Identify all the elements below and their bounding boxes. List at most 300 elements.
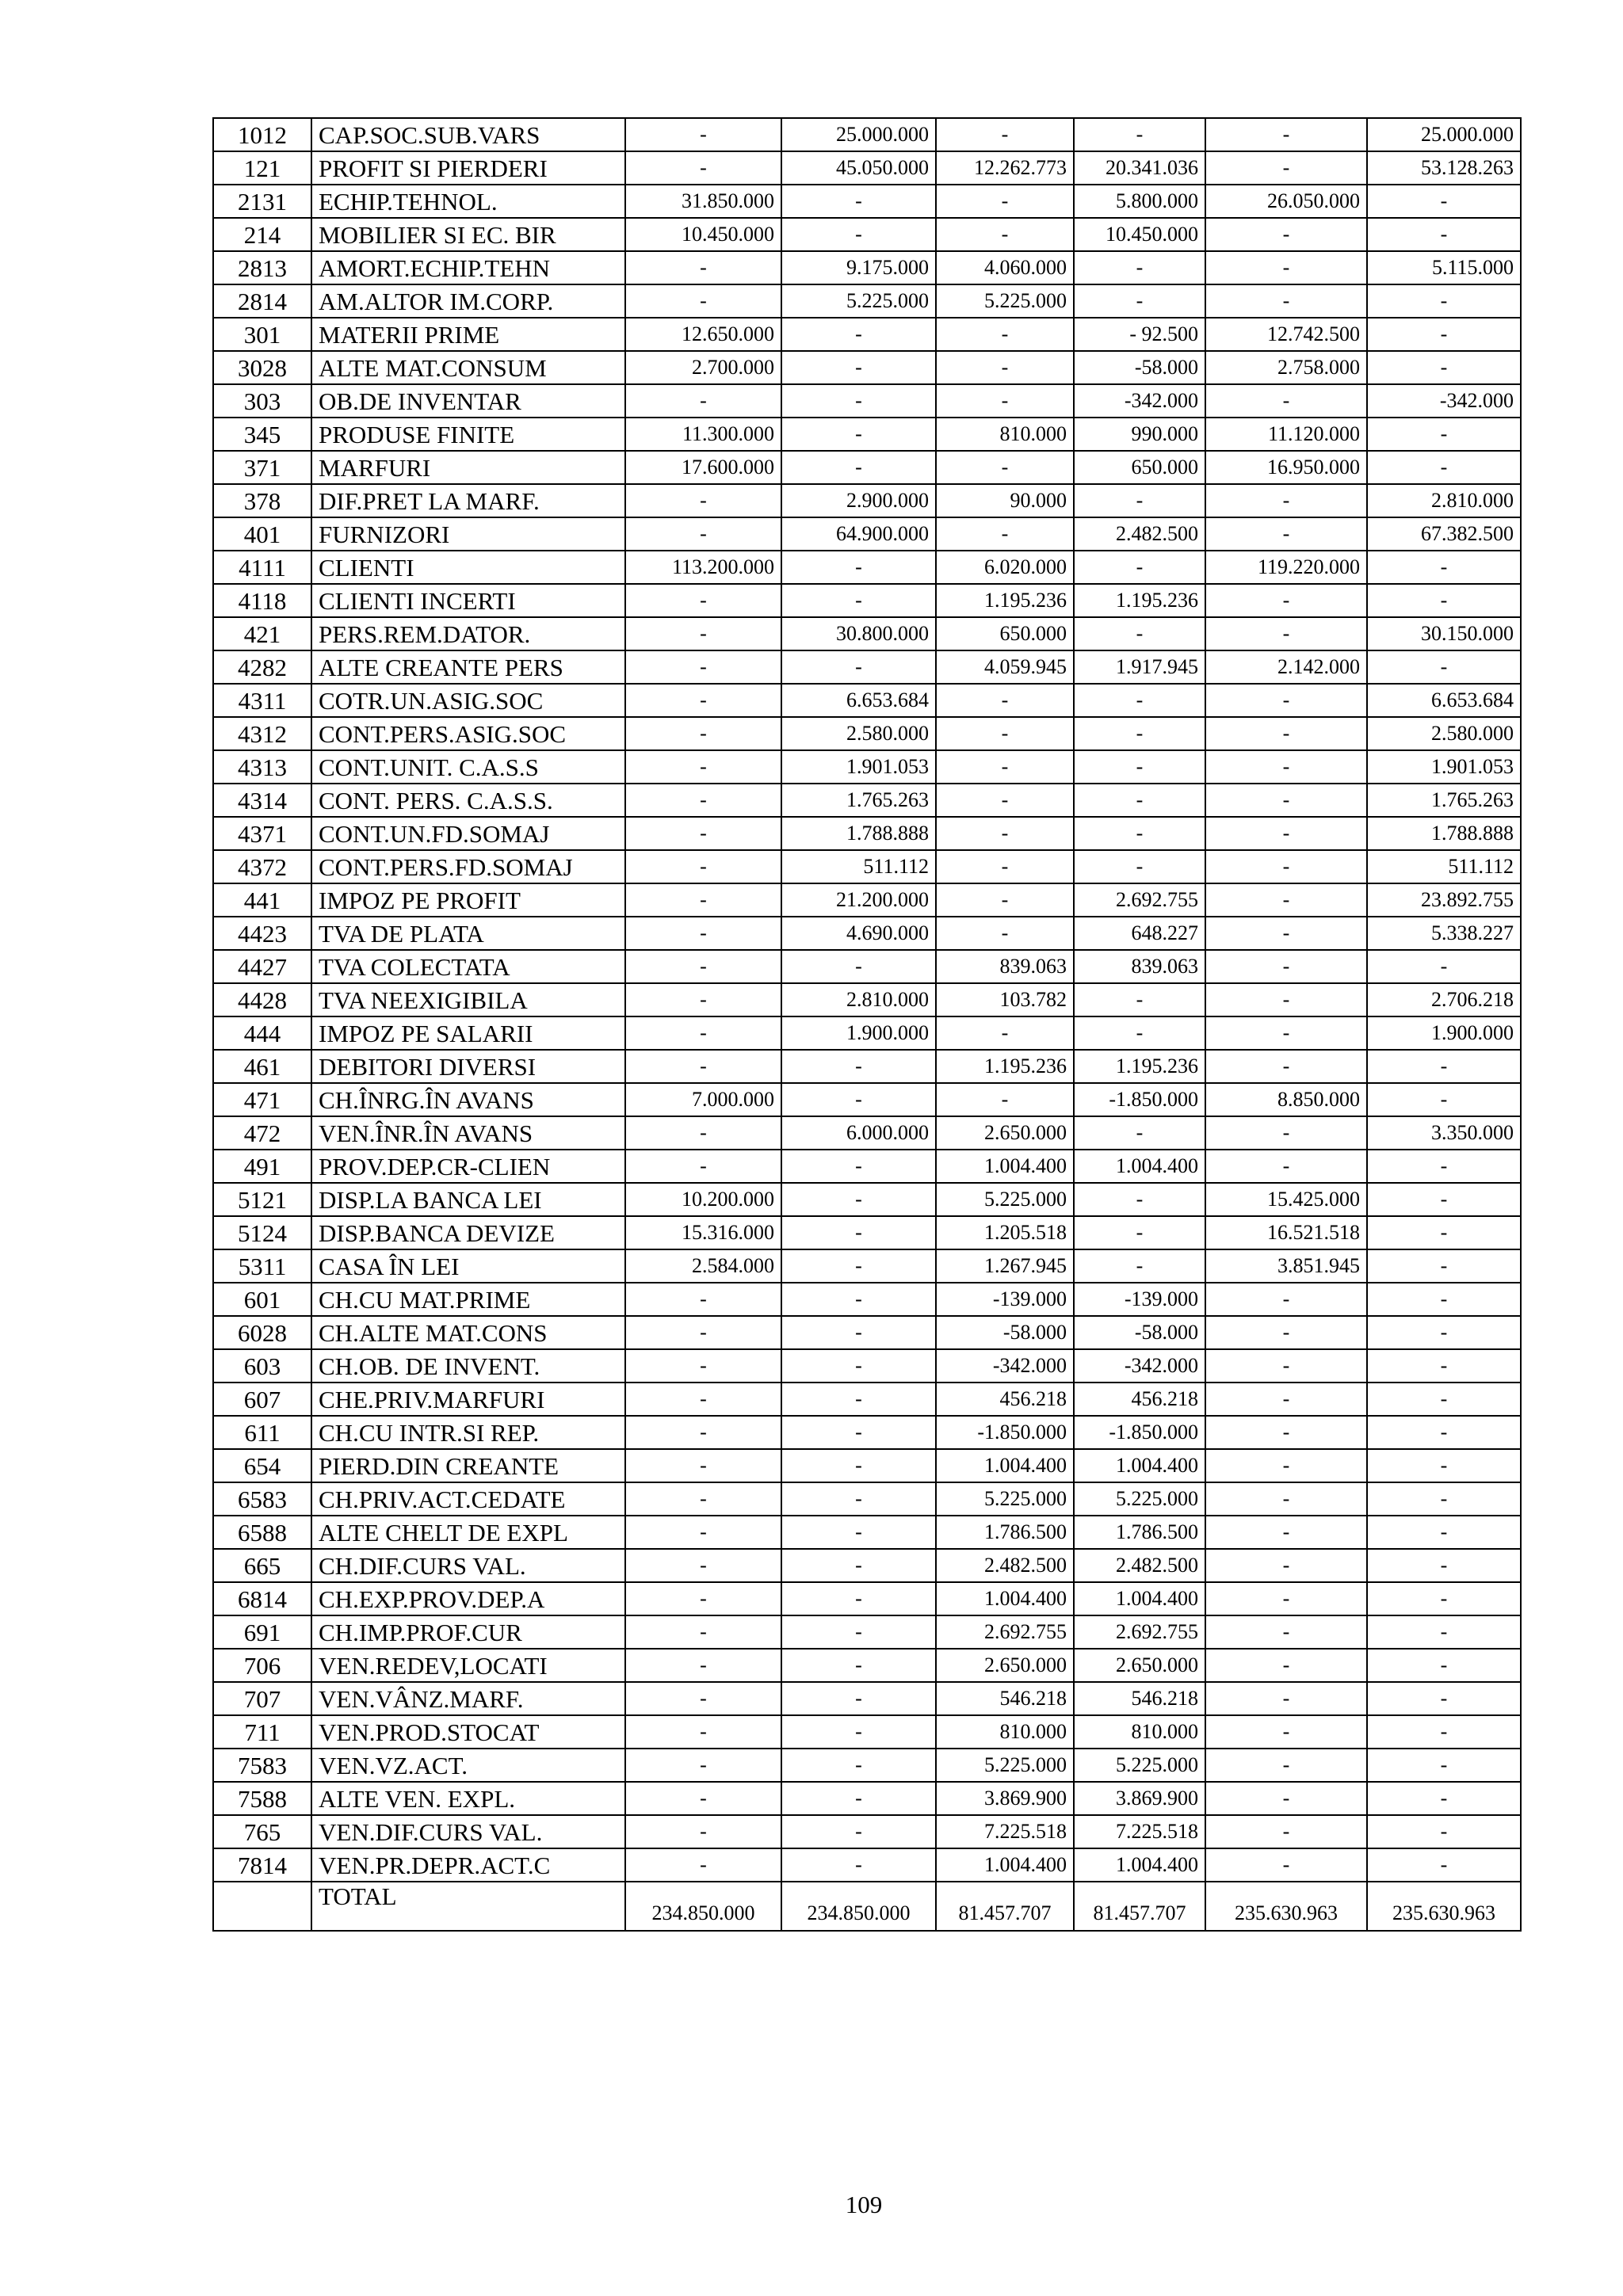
final-debit-cell: - bbox=[1205, 251, 1367, 284]
account-name-cell: CONT.UNIT. C.A.S.S bbox=[311, 750, 625, 784]
account-code-cell: 4111 bbox=[213, 551, 311, 584]
account-code-cell: 691 bbox=[213, 1615, 311, 1649]
account-code-cell: 706 bbox=[213, 1649, 311, 1682]
account-name-cell: MOBILIER SI EC. BIR bbox=[311, 218, 625, 251]
initial-credit-cell: - bbox=[781, 1383, 936, 1416]
turnover-credit-cell: 10.450.000 bbox=[1074, 218, 1205, 251]
turnover-credit-cell: 650.000 bbox=[1074, 451, 1205, 484]
initial-credit-cell: - bbox=[781, 1649, 936, 1682]
turnover-credit-cell: 990.000 bbox=[1074, 418, 1205, 451]
initial-debit-cell: 17.600.000 bbox=[625, 451, 781, 484]
turnover-debit-cell: 5.225.000 bbox=[936, 1183, 1074, 1216]
initial-credit-cell: - bbox=[781, 950, 936, 983]
trial-balance-table bbox=[212, 117, 1522, 1932]
table-row bbox=[213, 1482, 1521, 1516]
final-debit-cell: - bbox=[1205, 1116, 1367, 1150]
account-name-cell: CH.PRIV.ACT.CEDATE bbox=[311, 1482, 625, 1516]
final-debit-cell: - bbox=[1205, 950, 1367, 983]
turnover-debit-cell: 546.218 bbox=[936, 1682, 1074, 1715]
final-debit-cell: - bbox=[1205, 1482, 1367, 1516]
account-code-cell: 4423 bbox=[213, 917, 311, 950]
turnover-credit-cell: - bbox=[1074, 1183, 1205, 1216]
account-code-cell: 603 bbox=[213, 1349, 311, 1383]
account-name-cell: MATERII PRIME bbox=[311, 318, 625, 351]
account-code-cell: 6814 bbox=[213, 1582, 311, 1615]
final-debit-cell: - bbox=[1205, 151, 1367, 185]
account-code-cell: 601 bbox=[213, 1283, 311, 1316]
turnover-credit-cell: 2.482.500 bbox=[1074, 1549, 1205, 1582]
table-row bbox=[213, 318, 1521, 351]
turnover-credit-cell: 2.482.500 bbox=[1074, 517, 1205, 551]
initial-debit-cell: - bbox=[625, 118, 781, 151]
account-name-cell: CH.DIF.CURS VAL. bbox=[311, 1549, 625, 1582]
initial-credit-cell: - bbox=[781, 1715, 936, 1749]
account-code-cell: 611 bbox=[213, 1416, 311, 1449]
account-code-cell: 301 bbox=[213, 318, 311, 351]
initial-debit-cell: 2.700.000 bbox=[625, 351, 781, 384]
initial-credit-cell: - bbox=[781, 1150, 936, 1183]
table-row bbox=[213, 1150, 1521, 1183]
table-row bbox=[213, 1416, 1521, 1449]
initial-credit-cell: - bbox=[781, 650, 936, 684]
final-debit-cell: - bbox=[1205, 617, 1367, 650]
turnover-debit-cell: - bbox=[936, 817, 1074, 850]
final-debit-cell: - bbox=[1205, 1649, 1367, 1682]
initial-credit-cell: - bbox=[781, 1482, 936, 1516]
account-name-cell: CLIENTI INCERTI bbox=[311, 584, 625, 617]
final-credit-cell: - bbox=[1367, 1249, 1521, 1283]
table-row bbox=[213, 1815, 1521, 1848]
account-code-cell: 378 bbox=[213, 484, 311, 517]
initial-credit-cell: - bbox=[781, 1582, 936, 1615]
total-initial-debit-cell: 234.850.000 bbox=[625, 1882, 781, 1931]
table-row bbox=[213, 717, 1521, 750]
initial-debit-cell: - bbox=[625, 1815, 781, 1848]
final-credit-cell: - bbox=[1367, 1649, 1521, 1682]
initial-credit-cell: - bbox=[781, 1216, 936, 1249]
table-row bbox=[213, 118, 1521, 151]
account-name-cell: ALTE MAT.CONSUM bbox=[311, 351, 625, 384]
account-name-cell: TVA NEEXIGIBILA bbox=[311, 983, 625, 1016]
account-code-cell: 461 bbox=[213, 1050, 311, 1083]
account-name-cell: ALTE CREANTE PERS bbox=[311, 650, 625, 684]
final-credit-cell: - bbox=[1367, 650, 1521, 684]
table-row bbox=[213, 883, 1521, 917]
account-name-cell: CASA ÎN LEI bbox=[311, 1249, 625, 1283]
initial-debit-cell: - bbox=[625, 384, 781, 418]
initial-debit-cell: - bbox=[625, 1283, 781, 1316]
turnover-debit-cell: -342.000 bbox=[936, 1349, 1074, 1383]
account-code-cell: 2813 bbox=[213, 251, 311, 284]
initial-credit-cell: 2.810.000 bbox=[781, 983, 936, 1016]
turnover-debit-cell: 456.218 bbox=[936, 1383, 1074, 1416]
turnover-credit-cell: 1.195.236 bbox=[1074, 1050, 1205, 1083]
initial-debit-cell: 10.450.000 bbox=[625, 218, 781, 251]
final-debit-cell: - bbox=[1205, 817, 1367, 850]
turnover-credit-cell: 5.800.000 bbox=[1074, 185, 1205, 218]
table-row bbox=[213, 284, 1521, 318]
turnover-debit-cell: 810.000 bbox=[936, 1715, 1074, 1749]
initial-credit-cell: 511.112 bbox=[781, 850, 936, 883]
final-credit-cell: - bbox=[1367, 351, 1521, 384]
turnover-credit-cell: - bbox=[1074, 717, 1205, 750]
table-row bbox=[213, 1582, 1521, 1615]
initial-debit-cell: - bbox=[625, 1150, 781, 1183]
account-code-cell: 7588 bbox=[213, 1782, 311, 1815]
turnover-credit-cell: -139.000 bbox=[1074, 1283, 1205, 1316]
initial-credit-cell: 1.765.263 bbox=[781, 784, 936, 817]
table-row bbox=[213, 1316, 1521, 1349]
account-name-cell: VEN.VZ.ACT. bbox=[311, 1749, 625, 1782]
initial-debit-cell: - bbox=[625, 1349, 781, 1383]
final-credit-cell: - bbox=[1367, 1416, 1521, 1449]
initial-credit-cell: - bbox=[781, 1749, 936, 1782]
initial-debit-cell: - bbox=[625, 1848, 781, 1882]
initial-credit-cell: - bbox=[781, 384, 936, 418]
initial-credit-cell: - bbox=[781, 584, 936, 617]
initial-credit-cell: - bbox=[781, 1083, 936, 1116]
turnover-credit-cell: - bbox=[1074, 684, 1205, 717]
turnover-debit-cell: 4.060.000 bbox=[936, 251, 1074, 284]
turnover-debit-cell: 1.004.400 bbox=[936, 1150, 1074, 1183]
initial-credit-cell: - bbox=[781, 1283, 936, 1316]
total-turnover-credit-cell: 81.457.707 bbox=[1074, 1882, 1205, 1931]
account-name-cell: CH.ÎNRG.ÎN AVANS bbox=[311, 1083, 625, 1116]
initial-credit-cell: 30.800.000 bbox=[781, 617, 936, 650]
total-final-debit-cell: 235.630.963 bbox=[1205, 1882, 1367, 1931]
final-debit-cell: - bbox=[1205, 1416, 1367, 1449]
final-debit-cell: 8.850.000 bbox=[1205, 1083, 1367, 1116]
initial-credit-cell: 1.900.000 bbox=[781, 1016, 936, 1050]
turnover-debit-cell: 5.225.000 bbox=[936, 284, 1074, 318]
initial-debit-cell: - bbox=[625, 1782, 781, 1815]
final-credit-cell: - bbox=[1367, 1615, 1521, 1649]
initial-debit-cell: - bbox=[625, 650, 781, 684]
account-name-cell: DISP.LA BANCA LEI bbox=[311, 1183, 625, 1216]
total-turnover-debit-cell: 81.457.707 bbox=[936, 1882, 1074, 1931]
initial-debit-cell: - bbox=[625, 883, 781, 917]
table-row bbox=[213, 1116, 1521, 1150]
turnover-debit-cell: 103.782 bbox=[936, 983, 1074, 1016]
account-name-cell: AMORT.ECHIP.TEHN bbox=[311, 251, 625, 284]
initial-credit-cell: - bbox=[781, 1249, 936, 1283]
table-row bbox=[213, 1615, 1521, 1649]
account-code-cell: 5124 bbox=[213, 1216, 311, 1249]
initial-debit-cell: - bbox=[625, 717, 781, 750]
initial-debit-cell: - bbox=[625, 251, 781, 284]
turnover-debit-cell: 1.004.400 bbox=[936, 1848, 1074, 1882]
account-name-cell: AM.ALTOR IM.CORP. bbox=[311, 284, 625, 318]
account-code-cell: 6583 bbox=[213, 1482, 311, 1516]
account-code-cell: 6028 bbox=[213, 1316, 311, 1349]
final-credit-cell: - bbox=[1367, 551, 1521, 584]
initial-credit-cell: - bbox=[781, 1848, 936, 1882]
account-name-cell: CH.CU INTR.SI REP. bbox=[311, 1416, 625, 1449]
account-name-cell: VEN.PROD.STOCAT bbox=[311, 1715, 625, 1749]
final-credit-cell: - bbox=[1367, 284, 1521, 318]
account-code-cell: 471 bbox=[213, 1083, 311, 1116]
turnover-credit-cell: 20.341.036 bbox=[1074, 151, 1205, 185]
final-credit-cell: - bbox=[1367, 1582, 1521, 1615]
turnover-credit-cell: - bbox=[1074, 484, 1205, 517]
turnover-credit-cell: 648.227 bbox=[1074, 917, 1205, 950]
account-code-cell: 607 bbox=[213, 1383, 311, 1416]
final-debit-cell: - bbox=[1205, 1516, 1367, 1549]
table-row bbox=[213, 185, 1521, 218]
final-credit-cell: 6.653.684 bbox=[1367, 684, 1521, 717]
initial-credit-cell: - bbox=[781, 1349, 936, 1383]
initial-debit-cell: - bbox=[625, 817, 781, 850]
final-credit-cell: - bbox=[1367, 1715, 1521, 1749]
total-final-credit-cell: 235.630.963 bbox=[1367, 1882, 1521, 1931]
final-credit-cell: 511.112 bbox=[1367, 850, 1521, 883]
initial-credit-cell: 25.000.000 bbox=[781, 118, 936, 151]
turnover-credit-cell: 5.225.000 bbox=[1074, 1749, 1205, 1782]
account-code-cell: 4427 bbox=[213, 950, 311, 983]
table-row bbox=[213, 1848, 1521, 1882]
initial-debit-cell: - bbox=[625, 1383, 781, 1416]
final-debit-cell: - bbox=[1205, 1715, 1367, 1749]
account-name-cell: VEN.PR.DEPR.ACT.C bbox=[311, 1848, 625, 1882]
turnover-debit-cell: - bbox=[936, 384, 1074, 418]
account-code-cell: 421 bbox=[213, 617, 311, 650]
final-debit-cell: - bbox=[1205, 517, 1367, 551]
final-debit-cell: - bbox=[1205, 1050, 1367, 1083]
turnover-debit-cell: 2.482.500 bbox=[936, 1549, 1074, 1582]
final-credit-cell: 3.350.000 bbox=[1367, 1116, 1521, 1150]
turnover-credit-cell: 1.004.400 bbox=[1074, 1150, 1205, 1183]
final-debit-cell: 16.950.000 bbox=[1205, 451, 1367, 484]
account-name-cell: PERS.REM.DATOR. bbox=[311, 617, 625, 650]
turnover-credit-cell: 546.218 bbox=[1074, 1682, 1205, 1715]
account-name-cell: CH.OB. DE INVENT. bbox=[311, 1349, 625, 1383]
final-debit-cell: - bbox=[1205, 218, 1367, 251]
turnover-debit-cell: 810.000 bbox=[936, 418, 1074, 451]
initial-credit-cell: 6.653.684 bbox=[781, 684, 936, 717]
table-row bbox=[213, 1249, 1521, 1283]
account-code-cell: 1012 bbox=[213, 118, 311, 151]
initial-credit-cell: - bbox=[781, 1516, 936, 1549]
turnover-debit-cell: 5.225.000 bbox=[936, 1749, 1074, 1782]
final-debit-cell: 26.050.000 bbox=[1205, 185, 1367, 218]
final-credit-cell: - bbox=[1367, 1549, 1521, 1582]
initial-debit-cell: - bbox=[625, 1549, 781, 1582]
account-name-cell: TVA DE PLATA bbox=[311, 917, 625, 950]
turnover-credit-cell: 1.004.400 bbox=[1074, 1848, 1205, 1882]
table-row bbox=[213, 1749, 1521, 1782]
turnover-debit-cell: - bbox=[936, 717, 1074, 750]
account-code-cell: 5121 bbox=[213, 1183, 311, 1216]
initial-debit-cell: - bbox=[625, 850, 781, 883]
final-credit-cell: 30.150.000 bbox=[1367, 617, 1521, 650]
initial-debit-cell: - bbox=[625, 1749, 781, 1782]
initial-credit-cell: - bbox=[781, 1316, 936, 1349]
turnover-debit-cell: - bbox=[936, 883, 1074, 917]
account-name-cell: CONT. PERS. C.A.S.S. bbox=[311, 784, 625, 817]
turnover-credit-cell: -58.000 bbox=[1074, 351, 1205, 384]
initial-credit-cell: - bbox=[781, 1183, 936, 1216]
total-row bbox=[213, 1882, 1521, 1931]
account-name-cell: ALTE VEN. EXPL. bbox=[311, 1782, 625, 1815]
turnover-debit-cell: 6.020.000 bbox=[936, 551, 1074, 584]
account-name-cell: FURNIZORI bbox=[311, 517, 625, 551]
turnover-debit-cell: 2.650.000 bbox=[936, 1649, 1074, 1682]
account-name-cell: VEN.VÂNZ.MARF. bbox=[311, 1682, 625, 1715]
table-row bbox=[213, 650, 1521, 684]
final-credit-cell: - bbox=[1367, 1216, 1521, 1249]
table-row bbox=[213, 551, 1521, 584]
final-debit-cell: - bbox=[1205, 1549, 1367, 1582]
account-name-cell: DEBITORI DIVERSI bbox=[311, 1050, 625, 1083]
table-row bbox=[213, 1283, 1521, 1316]
final-debit-cell: - bbox=[1205, 717, 1367, 750]
final-credit-cell: - bbox=[1367, 1183, 1521, 1216]
initial-credit-cell: - bbox=[781, 218, 936, 251]
account-code-cell: 4428 bbox=[213, 983, 311, 1016]
account-name-cell: CLIENTI bbox=[311, 551, 625, 584]
initial-debit-cell: - bbox=[625, 1116, 781, 1150]
table-body bbox=[213, 118, 1521, 1931]
final-debit-cell: - bbox=[1205, 1848, 1367, 1882]
turnover-credit-cell: 5.225.000 bbox=[1074, 1482, 1205, 1516]
account-code-cell: 4118 bbox=[213, 584, 311, 617]
table-row bbox=[213, 617, 1521, 650]
table-row bbox=[213, 451, 1521, 484]
final-debit-cell: 11.120.000 bbox=[1205, 418, 1367, 451]
final-debit-cell: - bbox=[1205, 484, 1367, 517]
initial-credit-cell: 9.175.000 bbox=[781, 251, 936, 284]
table-row bbox=[213, 1016, 1521, 1050]
final-credit-cell: - bbox=[1367, 1050, 1521, 1083]
final-debit-cell: - bbox=[1205, 983, 1367, 1016]
account-name-cell: CHE.PRIV.MARFURI bbox=[311, 1383, 625, 1416]
turnover-credit-cell: - bbox=[1074, 284, 1205, 318]
initial-debit-cell: - bbox=[625, 1516, 781, 1549]
account-code-cell: 444 bbox=[213, 1016, 311, 1050]
table-row bbox=[213, 1383, 1521, 1416]
final-credit-cell: - bbox=[1367, 451, 1521, 484]
turnover-debit-cell: - bbox=[936, 850, 1074, 883]
final-credit-cell: 25.000.000 bbox=[1367, 118, 1521, 151]
initial-debit-cell: - bbox=[625, 584, 781, 617]
final-debit-cell: - bbox=[1205, 584, 1367, 617]
initial-credit-cell: 2.580.000 bbox=[781, 717, 936, 750]
final-debit-cell: - bbox=[1205, 1349, 1367, 1383]
initial-debit-cell: 15.316.000 bbox=[625, 1216, 781, 1249]
table-row bbox=[213, 684, 1521, 717]
final-credit-cell: 53.128.263 bbox=[1367, 151, 1521, 185]
account-name-cell: PRODUSE FINITE bbox=[311, 418, 625, 451]
final-credit-cell: - bbox=[1367, 1283, 1521, 1316]
account-code-cell: 707 bbox=[213, 1682, 311, 1715]
turnover-debit-cell: - bbox=[936, 784, 1074, 817]
account-code-cell: 5311 bbox=[213, 1249, 311, 1283]
final-debit-cell: - bbox=[1205, 1682, 1367, 1715]
final-credit-cell: 1.900.000 bbox=[1367, 1016, 1521, 1050]
initial-debit-cell: 11.300.000 bbox=[625, 418, 781, 451]
turnover-debit-cell: - bbox=[936, 917, 1074, 950]
initial-debit-cell: 2.584.000 bbox=[625, 1249, 781, 1283]
account-code-cell: 121 bbox=[213, 151, 311, 185]
initial-credit-cell: - bbox=[781, 1615, 936, 1649]
final-credit-cell: - bbox=[1367, 418, 1521, 451]
turnover-debit-cell: - bbox=[936, 750, 1074, 784]
account-code-cell: 711 bbox=[213, 1715, 311, 1749]
turnover-credit-cell: 3.869.900 bbox=[1074, 1782, 1205, 1815]
final-credit-cell: - bbox=[1367, 1449, 1521, 1482]
final-debit-cell: - bbox=[1205, 284, 1367, 318]
page-number: 109 bbox=[845, 2191, 883, 2218]
initial-debit-cell: - bbox=[625, 1449, 781, 1482]
initial-debit-cell: - bbox=[625, 617, 781, 650]
initial-debit-cell: - bbox=[625, 750, 781, 784]
turnover-credit-cell: - bbox=[1074, 1249, 1205, 1283]
account-code-cell: 214 bbox=[213, 218, 311, 251]
final-credit-cell: - bbox=[1367, 1516, 1521, 1549]
final-credit-cell: -342.000 bbox=[1367, 384, 1521, 418]
account-name-cell: MARFURI bbox=[311, 451, 625, 484]
account-name-cell: CAP.SOC.SUB.VARS bbox=[311, 118, 625, 151]
final-credit-cell: 23.892.755 bbox=[1367, 883, 1521, 917]
account-name-cell: PROV.DEP.CR-CLIEN bbox=[311, 1150, 625, 1183]
initial-debit-cell: - bbox=[625, 284, 781, 318]
account-code-cell: 4314 bbox=[213, 784, 311, 817]
final-credit-cell: - bbox=[1367, 1083, 1521, 1116]
table-row bbox=[213, 983, 1521, 1016]
account-code-cell: 491 bbox=[213, 1150, 311, 1183]
account-code-cell: 401 bbox=[213, 517, 311, 551]
final-debit-cell: - bbox=[1205, 1615, 1367, 1649]
turnover-credit-cell: - bbox=[1074, 118, 1205, 151]
turnover-debit-cell: -1.850.000 bbox=[936, 1416, 1074, 1449]
account-name-cell: TVA COLECTATA bbox=[311, 950, 625, 983]
table-row bbox=[213, 1782, 1521, 1815]
final-credit-cell: - bbox=[1367, 1815, 1521, 1848]
turnover-debit-cell: 4.059.945 bbox=[936, 650, 1074, 684]
final-debit-cell: - bbox=[1205, 1150, 1367, 1183]
turnover-credit-cell: -342.000 bbox=[1074, 1349, 1205, 1383]
final-debit-cell: - bbox=[1205, 1316, 1367, 1349]
initial-debit-cell: - bbox=[625, 983, 781, 1016]
final-credit-cell: 67.382.500 bbox=[1367, 517, 1521, 551]
final-debit-cell: - bbox=[1205, 784, 1367, 817]
final-debit-cell: - bbox=[1205, 1383, 1367, 1416]
account-code-cell: 654 bbox=[213, 1449, 311, 1482]
table-row bbox=[213, 1516, 1521, 1549]
total-initial-credit-cell: 234.850.000 bbox=[781, 1882, 936, 1931]
turnover-debit-cell: - bbox=[936, 451, 1074, 484]
initial-credit-cell: - bbox=[781, 1815, 936, 1848]
initial-credit-cell: 2.900.000 bbox=[781, 484, 936, 517]
table-row bbox=[213, 1349, 1521, 1383]
turnover-debit-cell: 839.063 bbox=[936, 950, 1074, 983]
turnover-credit-cell: -58.000 bbox=[1074, 1316, 1205, 1349]
table-row bbox=[213, 384, 1521, 418]
initial-credit-cell: 64.900.000 bbox=[781, 517, 936, 551]
account-name-cell: CONT.UN.FD.SOMAJ bbox=[311, 817, 625, 850]
account-name-cell: VEN.REDEV,LOCATI bbox=[311, 1649, 625, 1682]
final-debit-cell: 3.851.945 bbox=[1205, 1249, 1367, 1283]
turnover-debit-cell: 1.195.236 bbox=[936, 1050, 1074, 1083]
initial-credit-cell: 4.690.000 bbox=[781, 917, 936, 950]
initial-debit-cell: - bbox=[625, 1050, 781, 1083]
final-credit-cell: 1.901.053 bbox=[1367, 750, 1521, 784]
final-debit-cell: - bbox=[1205, 850, 1367, 883]
final-debit-cell: - bbox=[1205, 1782, 1367, 1815]
account-code-cell: 441 bbox=[213, 883, 311, 917]
account-code-cell: 345 bbox=[213, 418, 311, 451]
final-credit-cell: 2.706.218 bbox=[1367, 983, 1521, 1016]
